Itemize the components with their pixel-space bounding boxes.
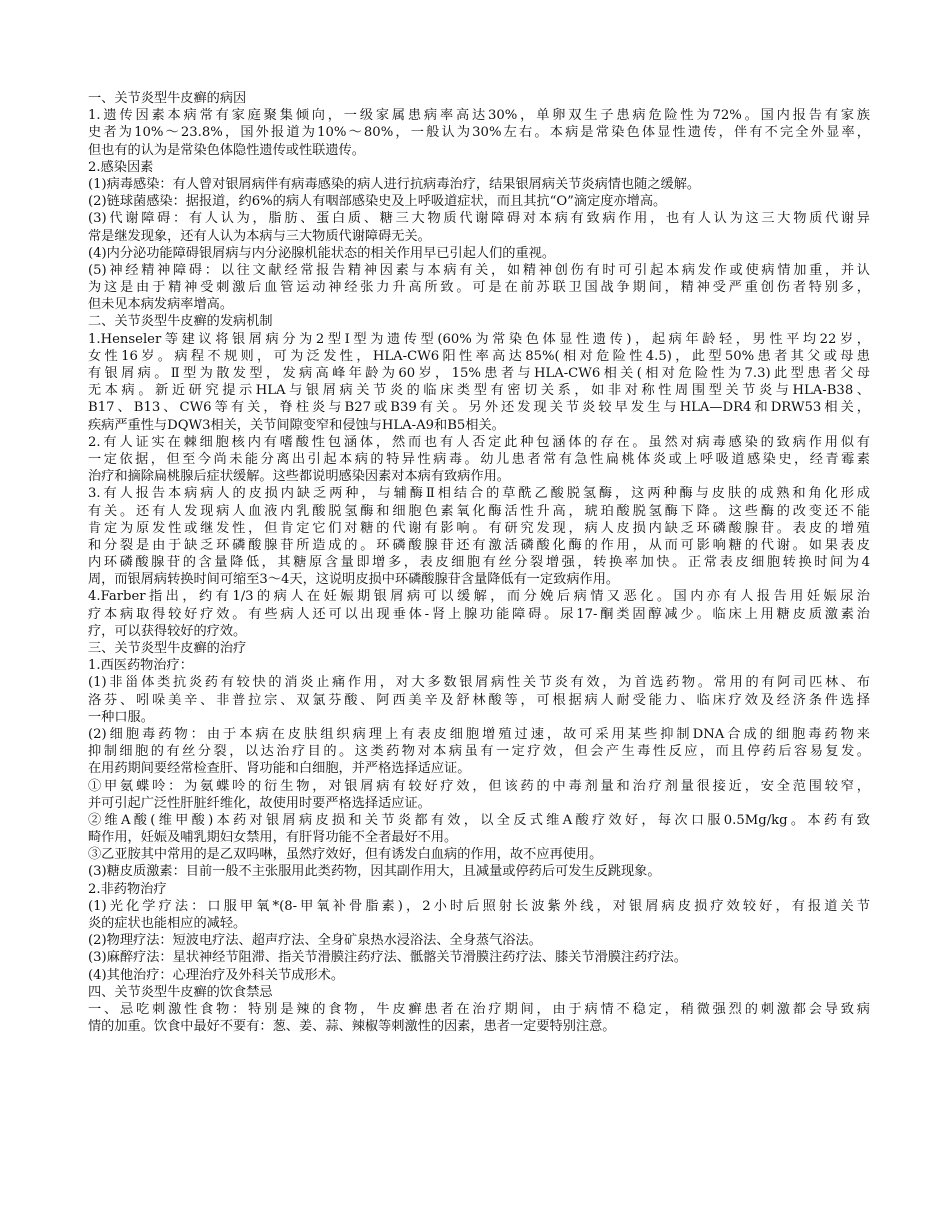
text-line: 史者为10%～23.8%，国外报道为10%～80%，一般认为30%左右。本病是常染色体显性遗传，伴有不完全外显率， (88, 125, 870, 141)
text-line: 2.感染因素 (88, 159, 154, 175)
text-line: (2)物理疗法：短波电疗法、超声疗法、全身矿泉热水浸浴法、全身蒸气浴法。 (88, 933, 542, 949)
text-line: ②维A酸(维甲酸)本药对银屑病皮损和关节炎都有效，以全反式维A酸疗效好，每次口服0.5Mg/kg。本药有致 (88, 812, 870, 828)
text-line: (3)麻醉疗法：星状神经节阻滞、指关节滑膜注药疗法、骶髂关节滑膜注药疗法、膝关节滑膜注药疗法。 (88, 950, 687, 966)
text-line: 洛芬、吲哚美辛、非普拉宗、双氯芬酸、阿西美辛及舒林酸等，可根据病人耐受能力、临床疗效及经济条件选择 (88, 692, 870, 708)
text-line: 四、关节炎型牛皮癣的饮食禁忌 (88, 984, 273, 1000)
text-line: 女性16岁。病程不规则，可为泛发性，HLA-CW6阳性率高达85%(相对危险性4.5)，此型50%患者其父或母患 (88, 348, 870, 364)
text-line: 但也有的认为是常染色体隐性遗传或性联遗传。 (88, 142, 365, 158)
text-line: 3.有人报告本病病人的皮损内缺乏两种，与辅酶Ⅱ相结合的草酰乙酸脱氢酶，这两种酶与皮肤的成熟和角化形成 (88, 486, 870, 502)
text-line: 和分裂是由于缺乏环磷酸腺苷所造成的。环磷酸腺苷还有激活磷酸化酶的作用，从而可影响糖的代谢。如果表皮 (88, 537, 870, 553)
text-line: (3)糖皮质激素：目前一般不主张服用此类药物，因其副作用大，且减量或停药后可发生反跳现象。 (88, 864, 661, 880)
text-line: 常是继发现象，还有人认为本病与三大物质代谢障碍无关。 (88, 228, 431, 244)
text-line: 但未见本病发病率增高。 (88, 297, 234, 313)
text-line: 周，而银屑病转换时间可缩至3～4天，这说明皮损中环磷酸腺苷含量降低有一定致病作用。 (88, 572, 620, 588)
text-line: ③乙亚胺其中常用的是乙双吗啉，虽然疗效好，但有诱发白血病的作用，故不应再使用。 (88, 847, 603, 863)
text-line: 三、关节炎型牛皮癣的治疗 (88, 641, 247, 656)
text-line: 并可引起广泛性肝脏纤维化，故使用时要严格选择适应证。 (88, 795, 431, 811)
document-body (88, 90, 870, 1035)
text-line: B17、B13、CW6等有关，脊柱炎与B27或B39有关。另外还发现关节炎较早发生与HLA—DR4和DRW53相关， (88, 400, 870, 416)
text-line: 2.非药物治疗 (88, 881, 167, 897)
text-line: 在用药期间要经常检查肝、肾功能和白细胞，并严格选择适应证。 (88, 761, 471, 777)
text-line: 一定依据，但至今尚未能分离出引起本病的特异性病毒。幼儿患者常有急性扁桃体炎或上呼吸道感染史，经青霉素 (88, 451, 870, 467)
text-line: 1.遗传因素本病常有家庭聚集倾向，一级家属患病率高达30%，单卵双生子患病危险性为72%。国内报告有家族 (88, 108, 870, 124)
text-line: 抑制细胞的有丝分裂，以达治疗目的。这类药物对本病虽有一定疗效，但会产生毒性反应，而且停药后容易复发。 (88, 744, 870, 760)
text-line: 有关。还有人发现病人血液内乳酸脱氢酶和细胞色素氧化酶活性升高，琥珀酸脱氢酶下降。这些酶的改变还不能 (88, 503, 870, 519)
text-line: ①甲氨蝶呤：为氨蝶呤的衍生物，对银屑病有较好疗效，但该药的中毒剂量和治疗剂量很接近，安全范围较窄， (88, 778, 870, 794)
text-line: 情的加重。饮食中最好不要有：葱、姜、蒜、辣椒等刺激性的因素，患者一定要特别注意。 (88, 1019, 616, 1035)
text-line: 一、关节炎型牛皮癣的病因 (88, 91, 247, 106)
text-line: (2)细胞毒药物：由于本病在皮肤组织病理上有表皮细胞增殖过速，故可采用某些抑制DNA合成的细胞毒药物来 (88, 726, 870, 742)
text-line: (1)病毒感染：有人曾对银屑病伴有病毒感染的病人进行抗病毒治疗，结果银屑病关节炎病情也随之缓解。 (88, 176, 701, 192)
text-line: 4.Farber指出，约有1/3的病人在妊娠期银屑病可以缓解，而分娩后病情又恶化。国内亦有人报告用妊娠尿治 (88, 589, 870, 605)
text-line: 畸作用，妊娠及哺乳期妇女禁用，有肝肾功能不全者最好不用。 (88, 830, 458, 846)
text-line: 疾病严重性与DQW3相关，关节间隙变窄和侵蚀与HLA-A9和B5相关。 (88, 417, 505, 433)
text-line: 1.西医药物治疗： (88, 658, 193, 674)
text-line: (4)内分泌功能障碍银屑病与内分泌腺机能状态的相关作用早已引起人们的重视。 (88, 245, 556, 261)
text-line: 内环磷酸腺苷的含量降低，其糖原含量即增多，表皮细胞有丝分裂增强，转换率加快。正常表皮细胞转换时间为4 (88, 555, 870, 571)
text-line: 为这是由于精神受刺激后血管运动神经张力升高所致。可是在前苏联卫国战争期间，精神受严重创伤者特别多， (88, 280, 870, 296)
text-line: 肯定为原发性或继发性，但肯定它们对糖的代谢有影响。有研究发现，病人皮损内缺乏环磷酸腺苷。表皮的增殖 (88, 520, 870, 536)
text-line: 1.Henseler等建议将银屑病分为2型Ⅰ型为遗传型(60%为常染色体显性遗传)，起病年龄轻，男性平均22岁， (88, 331, 870, 347)
text-line: 无本病。新近研究提示HLA与银屑病关节炎的临床类型有密切关系，如非对称性周围型关节炎与HLA-B38、 (88, 383, 870, 399)
text-line: (3)代谢障碍：有人认为，脂肪、蛋白质、糖三大物质代谢障碍对本病有致病作用，也有人认为这三大物质代谢异 (88, 211, 870, 227)
text-line: 二、关节炎型牛皮癣的发病机制 (88, 314, 273, 330)
text-line: 疗本病取得较好疗效。有些病人还可以出现垂体-肾上腺功能障碍。尿17-酮类固醇减少。临床上用糖皮质激素治 (88, 606, 870, 622)
text-line: 有银屑病。Ⅱ型为散发型，发病高峰年龄为60岁，15%患者与HLA-CW6相关(相对危险性为7.3)此型患者父母 (88, 366, 870, 381)
text-line: (2)链球菌感染：据报道，约6%的病人有咽部感染史及上呼吸道症状，而且其抗“O”滴定度亦增高。 (88, 194, 667, 210)
text-line: 治疗和摘除扁桃腺后症状缓解。这些都说明感染因素对本病有致病作用。 (88, 469, 510, 485)
text-line: 炎的症状也能相应的减轻。 (88, 916, 247, 931)
text-line: (4)其他治疗：心理治疗及外科关节成形术。 (88, 967, 345, 983)
text-line: (1)光化学疗法：口服甲氧*(8-甲氧补骨脂素)，2小时后照射长波紫外线，对银屑病皮损疗效较好，有报道关节 (88, 898, 870, 914)
text-line: 一、忌吃刺激性食物：特别是辣的食物，牛皮癣患者在治疗期间，由于病情不稳定，稍微强烈的刺激都会导致病 (88, 1001, 870, 1017)
text-line: 一种口服。 (88, 709, 154, 725)
text-line: (1)非甾体类抗炎药有较快的消炎止痛作用，对大多数银屑病性关节炎有效，为首选药物。常用的有阿司匹林、布 (88, 675, 870, 691)
text-line: (5)神经精神障碍：以往文献经常报告精神因素与本病有关，如精神创伤有时可引起本病发作或使病情加重，并认 (88, 262, 870, 278)
text-line: 疗，可以获得较好的疗效。 (88, 623, 247, 639)
text-line: 2.有人证实在棘细胞核内有嗜酸性包涵体，然而也有人否定此种包涵体的存在。虽然对病毒感染的致病作用似有 (88, 434, 870, 450)
